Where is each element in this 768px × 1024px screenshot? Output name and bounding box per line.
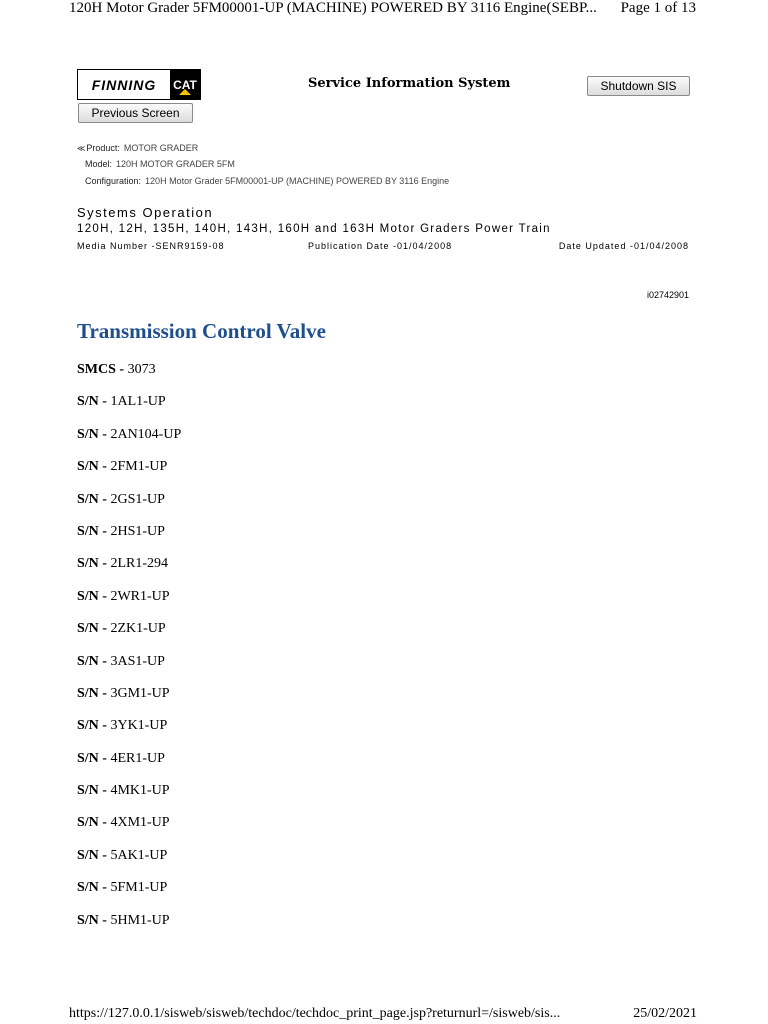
sn-label: S/N -	[77, 653, 111, 669]
sn-list-item	[77, 556, 181, 588]
sn-value: 4MK1-UP	[110, 783, 170, 799]
sn-value: 2FM1-UP	[110, 459, 168, 475]
sn-list-item	[77, 718, 181, 750]
sn-value: 3YK1-UP	[110, 718, 168, 734]
sn-value: 3AS1-UP	[110, 653, 165, 669]
sn-list-item	[77, 880, 181, 912]
cat-logo-text: CAT	[173, 77, 197, 92]
print-header-page: Page 1 of 13	[620, 0, 696, 16]
model-label: Model:	[85, 159, 113, 169]
media-number: Media Number -SENR9159-08	[77, 241, 225, 251]
serial-number-list	[77, 362, 181, 945]
back-arrow-icon[interactable]: ≪	[77, 144, 86, 153]
config-label: Configuration:	[85, 176, 142, 186]
sn-label: SMCS -	[77, 362, 128, 377]
sn-list-item	[77, 848, 181, 880]
shutdown-sis-button[interactable]: Shutdown SIS	[587, 76, 690, 96]
sn-list-item	[77, 362, 181, 394]
sis-title: Service Information System	[308, 76, 511, 91]
meta-product	[77, 143, 198, 153]
date-updated: Date Updated -01/04/2008	[558, 241, 689, 251]
sn-list-item	[77, 815, 181, 847]
sn-list-item	[77, 394, 181, 426]
sn-label: S/N -	[77, 491, 111, 507]
sn-list-item	[77, 459, 181, 491]
meta-model	[85, 159, 235, 169]
sn-label: S/N -	[77, 685, 111, 701]
sn-value: 4XM1-UP	[110, 815, 170, 831]
finning-cat-logo	[77, 69, 201, 100]
sn-list-item	[77, 427, 181, 459]
sn-label: S/N -	[77, 880, 111, 896]
sn-label: S/N -	[77, 783, 111, 799]
print-footer-date: 25/02/2021	[633, 1006, 697, 1021]
print-footer-url: https://127.0.0.1/sisweb/sisweb/techdoc/techdoc_print_page.jsp?returnurl=/sisweb/sis...	[69, 1006, 561, 1021]
document-id: i02742901	[646, 290, 689, 300]
sn-value: 4ER1-UP	[110, 750, 165, 766]
sn-list-item	[77, 751, 181, 783]
config-value: 120H Motor Grader 5FM00001-UP (MACHINE) POWERED BY 3116 Engine	[145, 176, 450, 186]
print-header-title: 120H Motor Grader 5FM00001-UP (MACHINE) POWERED BY 3116 Engine(SEBP...	[69, 0, 597, 16]
sn-list-item	[77, 589, 181, 621]
sn-value: 3GM1-UP	[110, 685, 170, 701]
sn-label: S/N -	[77, 426, 111, 442]
product-label: Product:	[86, 143, 120, 153]
sn-list-item	[77, 783, 181, 815]
sn-label: S/N -	[77, 523, 111, 539]
sn-label: S/N -	[77, 394, 111, 410]
document-subtitle: 120H, 12H, 135H, 140H, 143H, 160H and 163H Motor Graders Power Train	[77, 223, 551, 235]
sn-list-item	[77, 492, 181, 524]
sn-label: S/N -	[77, 847, 111, 863]
sn-label: S/N -	[77, 912, 111, 928]
cat-logo-icon	[170, 70, 200, 99]
sn-value: 3073	[127, 362, 156, 377]
sn-label: S/N -	[77, 718, 111, 734]
sn-value: 2GS1-UP	[110, 491, 165, 507]
sn-value: 2ZK1-UP	[110, 621, 166, 637]
sn-label: S/N -	[77, 556, 111, 572]
product-value: MOTOR GRADER	[123, 143, 199, 153]
previous-screen-button[interactable]: Previous Screen	[78, 103, 193, 123]
sn-label: S/N -	[77, 459, 111, 475]
systems-operation-heading: Systems Operation	[77, 205, 214, 220]
sn-value: 2LR1-294	[110, 556, 169, 572]
sn-list-item	[77, 913, 181, 945]
sn-value: 2WR1-UP	[110, 588, 170, 604]
sn-label: S/N -	[77, 750, 111, 766]
sn-label: S/N -	[77, 815, 111, 831]
sn-list-item	[77, 524, 181, 556]
sn-value: 5HM1-UP	[110, 912, 170, 928]
sn-value: 2HS1-UP	[110, 523, 165, 539]
meta-configuration	[85, 176, 449, 186]
sn-value: 2AN104-UP	[110, 426, 182, 442]
page-title: Transmission Control Valve	[77, 319, 326, 343]
finning-logo-text: FINNING	[91, 76, 157, 93]
sn-label: S/N -	[77, 621, 111, 637]
sn-value: 1AL1-UP	[110, 394, 166, 410]
print-footer	[0, 1006, 768, 1024]
sn-value: 5FM1-UP	[110, 880, 168, 896]
publication-date: Publication Date -01/04/2008	[308, 241, 453, 251]
sn-label: S/N -	[77, 588, 111, 604]
sn-list-item	[77, 654, 181, 686]
sn-list-item	[77, 686, 181, 718]
model-value: 120H MOTOR GRADER 5FM	[116, 159, 235, 169]
sn-list-item	[77, 621, 181, 653]
print-header	[0, 0, 768, 20]
sn-value: 5AK1-UP	[110, 847, 168, 863]
cat-triangle-icon	[179, 89, 191, 95]
